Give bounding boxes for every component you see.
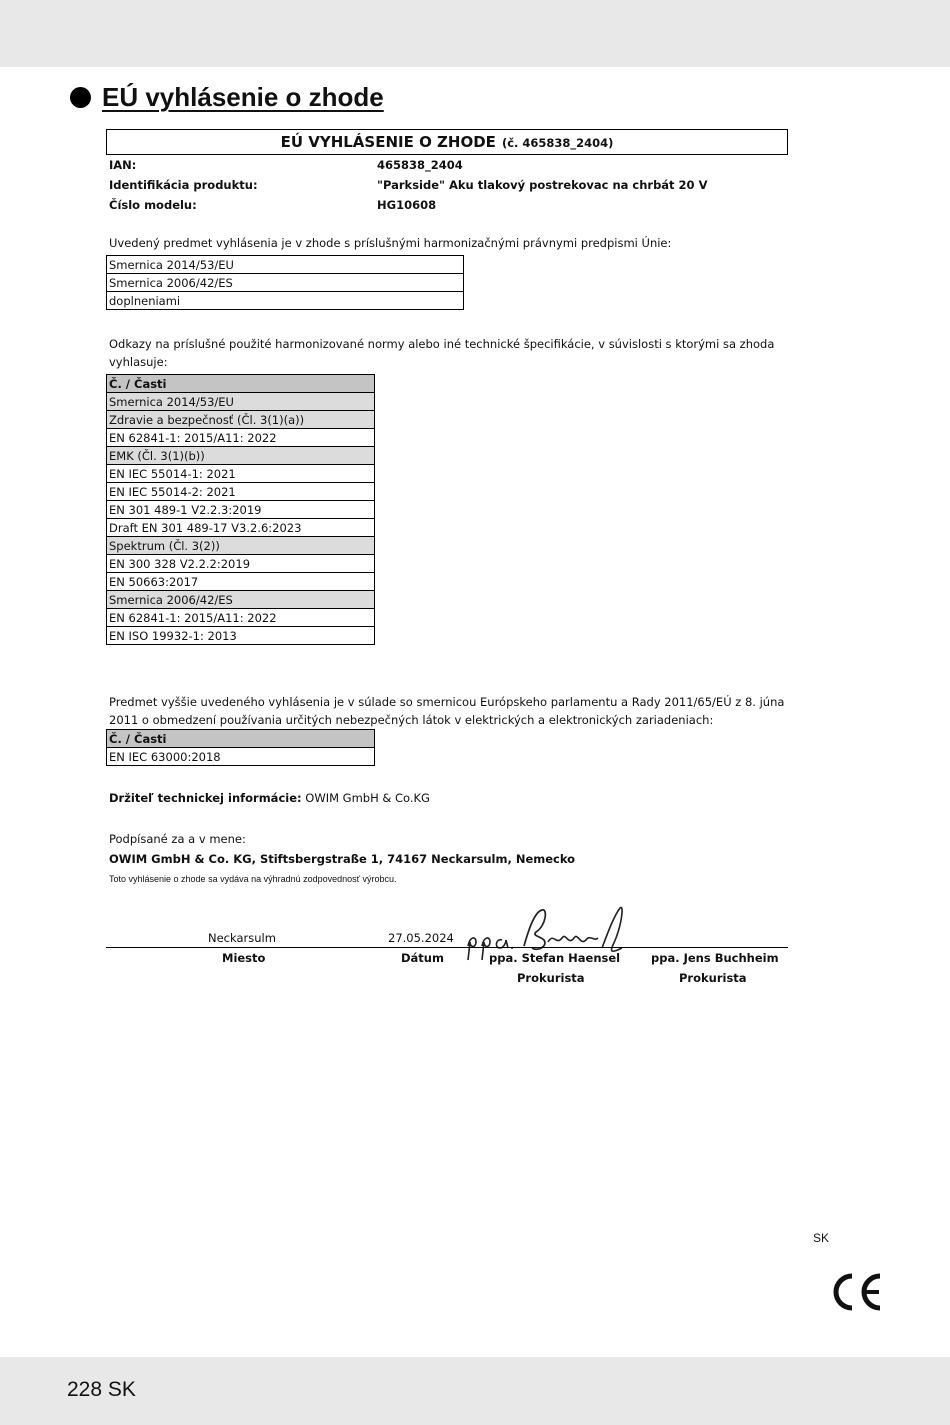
table-row — [107, 591, 375, 609]
info-label-product: Identifikácia produktu: — [109, 178, 258, 192]
table-row — [107, 519, 375, 537]
ce-mark-icon — [830, 1272, 884, 1312]
footer-band — [0, 1357, 950, 1425]
signer2-role: Prokurista — [679, 971, 747, 985]
table-row — [107, 292, 464, 310]
info-value-model: HG10608 — [377, 198, 437, 212]
info-label-ian: IAN: — [109, 158, 137, 172]
table-row — [107, 748, 375, 766]
signer2-name: ppa. Jens Buchheim — [651, 951, 779, 965]
standard-group-cell: EMK (Čl. 3(1)(b)) — [107, 447, 375, 465]
standard-cell: EN 301 489-1 V2.2.3:2019 — [107, 501, 375, 519]
signature-line — [106, 947, 788, 948]
table-row — [107, 501, 375, 519]
table-row — [107, 465, 375, 483]
standard-cell: EN IEC 55014-2: 2021 — [107, 483, 375, 501]
table-row — [107, 573, 375, 591]
table-header-row — [107, 375, 375, 393]
signed-for: Podpísané za a v mene: — [109, 832, 246, 846]
responsibility-note: Toto vyhlásenie o zhode sa vydáva na výhradnú zodpovednosť výrobcu. — [109, 874, 397, 884]
standards-intro: Odkazy na príslušné použité harmonizované normy alebo iné technické špecifikácie, v súvislosti s ktorými sa zhoda vyhlasuje: — [109, 337, 775, 369]
table-row — [107, 393, 375, 411]
directives-table — [106, 255, 464, 310]
standard-cell: EN 300 328 V2.2.2:2019 — [107, 555, 375, 573]
company-address: OWIM GmbH & Co. KG, Stiftsbergstraße 1, 74167 Neckarsulm, Nemecko — [109, 852, 576, 866]
standard-cell: EN 62841-1: 2015/A11: 2022 — [107, 429, 375, 447]
harmonized-intro: Uvedený predmet vyhlásenia je v zhode s príslušnými harmonizačnými právnymi predpismi Únie: — [109, 236, 672, 250]
info-value-product: "Parkside" Aku tlakový postrekovac na chrbát 20 V — [377, 178, 708, 192]
signature-place: Neckarsulm — [208, 931, 276, 945]
standard-cell: EN IEC 55014-1: 2021 — [107, 465, 375, 483]
standard-group-cell: Spektrum (Čl. 3(2)) — [107, 537, 375, 555]
declaration-number: (č. 465838_2404) — [501, 136, 614, 150]
declaration-title: EÚ VYHLÁSENIE O ZHODE — [280, 133, 496, 151]
declaration-title-box — [106, 129, 788, 155]
directive-cell: doplneniami — [107, 292, 464, 310]
standard-group-cell: Zdravie a bezpečnosť (Čl. 3(1)(a)) — [107, 411, 375, 429]
section-heading — [70, 82, 384, 113]
date-label: Dátum — [401, 951, 444, 965]
table-header-row — [107, 730, 375, 748]
standard-group-cell: Smernica 2014/53/EU — [107, 393, 375, 411]
language-mark: SK — [813, 1231, 830, 1245]
standard-cell: EN 50663:2017 — [107, 573, 375, 591]
info-label-model: Číslo modelu: — [109, 198, 197, 212]
tech-holder — [109, 791, 430, 805]
rohs-header: Č. / Časti — [107, 730, 375, 748]
tech-holder-label: Držiteľ technickej informácie: — [109, 791, 302, 805]
table-row — [107, 447, 375, 465]
tech-holder-value: OWIM GmbH & Co.KG — [305, 791, 430, 805]
table-row — [107, 483, 375, 501]
table-row — [107, 627, 375, 645]
table-row — [107, 256, 464, 274]
signature-date: 27.05.2024 — [388, 931, 454, 945]
standards-table — [106, 374, 375, 645]
directive-cell: Smernica 2014/53/EU — [107, 256, 464, 274]
info-value-ian: 465838_2404 — [377, 158, 463, 172]
signer1-role: Prokurista — [517, 971, 585, 985]
rohs-intro: Predmet vyššie uvedeného vyhlásenia je v súlade so smernicou Európskeho parlamentu a Rady 2011/65/EÚ z 8. júna 2011 o obmedzení používania určitých nebezpečných látok v elektrických a elektronických zariadeniach: — [109, 695, 785, 727]
directive-cell: Smernica 2006/42/ES — [107, 274, 464, 292]
table-row — [107, 274, 464, 292]
signer1-name: ppa. Stefan Haensel — [489, 951, 621, 965]
bullet-icon — [70, 87, 91, 108]
table-row — [107, 609, 375, 627]
rohs-standard-cell: EN IEC 63000:2018 — [107, 748, 375, 766]
place-label: Miesto — [222, 951, 266, 965]
table-row — [107, 537, 375, 555]
table-row — [107, 429, 375, 447]
standard-group-cell: Smernica 2006/42/ES — [107, 591, 375, 609]
section-heading-text: EÚ vyhlásenie o zhode — [102, 82, 384, 112]
standard-cell: EN 62841-1: 2015/A11: 2022 — [107, 609, 375, 627]
page-number: 228 SK — [67, 1378, 136, 1401]
rohs-table — [106, 729, 375, 766]
standards-header: Č. / Časti — [107, 375, 375, 393]
table-row — [107, 411, 375, 429]
table-row — [107, 555, 375, 573]
standard-cell: Draft EN 301 489-17 V3.2.6:2023 — [107, 519, 375, 537]
header-band — [0, 0, 950, 67]
standard-cell: EN ISO 19932-1: 2013 — [107, 627, 375, 645]
